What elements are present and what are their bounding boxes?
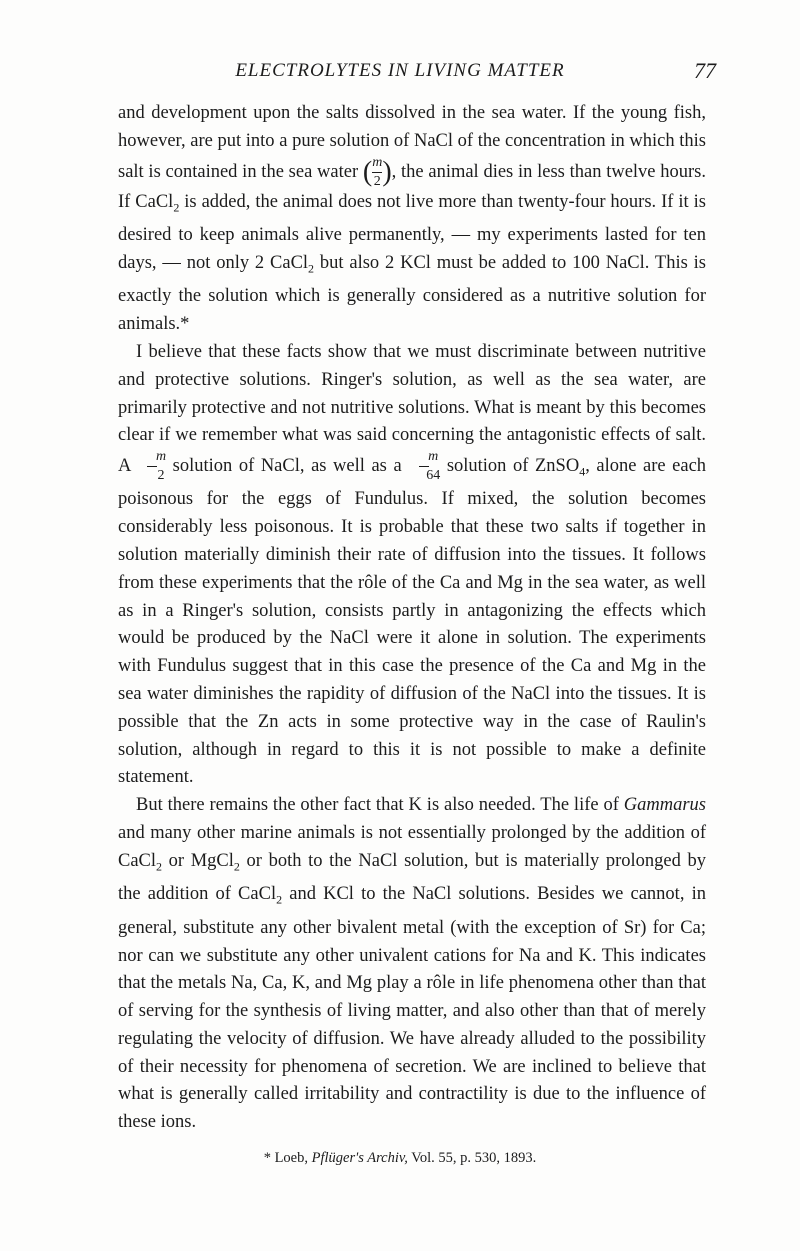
p3-text-c: or MgCl	[162, 850, 234, 871]
p2-text-b: solution of NaCl, as well as a	[172, 455, 402, 476]
open-paren: (	[362, 156, 373, 188]
paragraph-3: But there remains the other fact that K is also needed. The life of Gammarus and many other marine animals is not essentially prolonged by the addition of CaCl$_2$ or MgCl$_2$ or both to the NaCl solution, but is materially prolonged by the addition of CaCl$_2$ and KCl to the NaCl solutions. Besides we cannot, in general, substitute any other bivalent metal (with the exception of Sr) for Ca; nor can we substitute any other univalent cations for Na and K. This indicates that the metals Na, Ca, K, and Mg play a rôle in life phenomena other than that of serving for the synthesis of living matter, and also other than that of merely regulating the velocity of diffusion. We have already alluded to the possibility of their necessity for phenomena of secretion. We are inclined to believe that what is generally called irritability and contractility is due to the influence of these ions.	[118, 795, 706, 1133]
running-head: ELECTROLYTES IN LIVING MATTER	[235, 60, 565, 81]
journal-title: Pflüger's Archiv,	[311, 1150, 408, 1166]
p3-text-b: and many other marine animals is not essentially prolonged by the addition of CaCl	[118, 822, 706, 871]
p3-text-d: or both to the NaCl solution, but is materially prolonged by the addition of CaCl	[118, 850, 706, 905]
p1-text-b: , the animal dies in less than twelve hours. If CaCl	[118, 161, 706, 212]
p1-text-d: but also 2 KCl must be added to 100 NaCl. This is exactly the solution which is generally considered as a nutritive solution for animals.*	[118, 252, 706, 335]
p1-text-c: is added, the animal does not live more than twenty-four hours. If it is desired to keep animals alive permanently, — my experiments lasted for ten days, — not only 2 CaCl	[118, 191, 706, 273]
p3-text-e: and KCl to the NaCl solutions. Besides we cannot, in general, substitute any other bivalent metal (with the exception of Sr) for Ca; nor can we substitute any other univalent cations for Na and K. This indicates that the metals Na, Ca, K, and Mg play a rôle in life phenomena other than that of serving for the synthesis of living matter, and also other than that of merely regulating the velocity of diffusion. We have already alluded to the possibility of their necessity for phenomena of secretion. We are inclined to believe that what is generally called irritability and contractility is due to the influence of these ions.	[118, 884, 706, 1133]
p2-text-c: solution of ZnSO	[446, 455, 580, 476]
page-number: 77	[694, 58, 716, 83]
paragraph-1: and development upon the salts dissolved in the sea water. If the young fish, however, are put into a pure solution of NaCl of the concentration in which this salt is contained in the sea water ( $\frac{m}{2}$ ), the animal dies in less than twelve hours. If CaCl$_2$ is added, the animal does not live more than twenty-four hours. If it is desired to keep animals alive permanently, — my experiments lasted for ten days, — not only 2 CaCl$_2$ but also 2 KCl must be added to 100 NaCl. This is exactly the solution which is generally considered as a nutritive solution for animals.*	[118, 103, 706, 335]
close-paren: )	[382, 156, 392, 188]
fraction-m-over-64: $\frac{m}{64}$	[408, 450, 440, 483]
p1-text-a: and development upon the salts dissolved in the sea water. If the young fish, however, are put into a pure solution of NaCl of the concentration in which this salt is contained in the sea water	[118, 103, 706, 182]
body-text	[118, 100, 706, 1137]
fraction-m-over-2: $\frac{m}{2}$	[372, 154, 383, 189]
species-name: Gammarus	[623, 795, 706, 816]
footnote: * Loeb, Pflüger's Archiv, Vol. 55, p. 530, 1893.	[263, 1150, 537, 1166]
p2-text-a: I believe that these facts show that we must discriminate between nutritive and protective solutions. Ringer's solution, as well as the sea water, are primarily protective and not nutritive solutions. What is meant by this becomes clear if we remember what was said concerning the antagonistic effects of salt. A	[118, 341, 706, 476]
fraction-m-over-2-b: $\frac{m}{2}$	[138, 450, 166, 483]
p3-text-a: But there remains the other fact that K is also needed. The life of	[136, 795, 619, 816]
p2-text-d: , alone are each poisonous for the eggs of Fundulus. If mixed, the solution becomes considerably less poisonous. It is probable that these two salts if together in solution materially diminish their rate of diffusion into the tissues. It follows from these experiments that the rôle of the Ca and Mg in the sea water, as well as in a Ringer's solution, consists partly in antagonizing the effects which would be produced by the NaCl were it alone in solution. The experiments with Fundulus suggest that in this case the presence of the Ca and Mg in the sea water diminishes the rapidity of diffusion of the NaCl into the tissues. It is possible that the Zn acts in some protective way in the case of Raulin's solution, although in regard to this it is not possible to make a definite statement.	[118, 455, 707, 788]
paragraph-2: I believe that these facts show that we must discriminate between nutritive and protective solutions. Ringer's solution, as well as the sea water, are primarily protective and not nutritive solutions. What is meant by this becomes clear if we remember what was said concerning the antagonistic effects of salt. A $\frac{m}{2}$ solution of NaCl, as well as a $\frac{m}{64}$ solution of ZnSO$_4$, alone are each poisonous for the eggs of Fundulus. If mixed, the solution becomes considerably less poisonous. It is probable that these two salts if together in solution materially diminish their rate of diffusion into the tissues. It follows from these experiments that the rôle of the Ca and Mg in the sea water, as well as in a Ringer's solution, consists partly in antagonizing the effects which would be produced by the NaCl were it alone in solution. The experiments with Fundulus suggest that in this case the presence of the Ca and Mg in the sea water diminishes the rapidity of diffusion of the NaCl into the tissues. It is possible that the Zn acts in some protective way in the case of Raulin's solution, although in regard to this it is not possible to make a definite statement.	[118, 341, 707, 788]
